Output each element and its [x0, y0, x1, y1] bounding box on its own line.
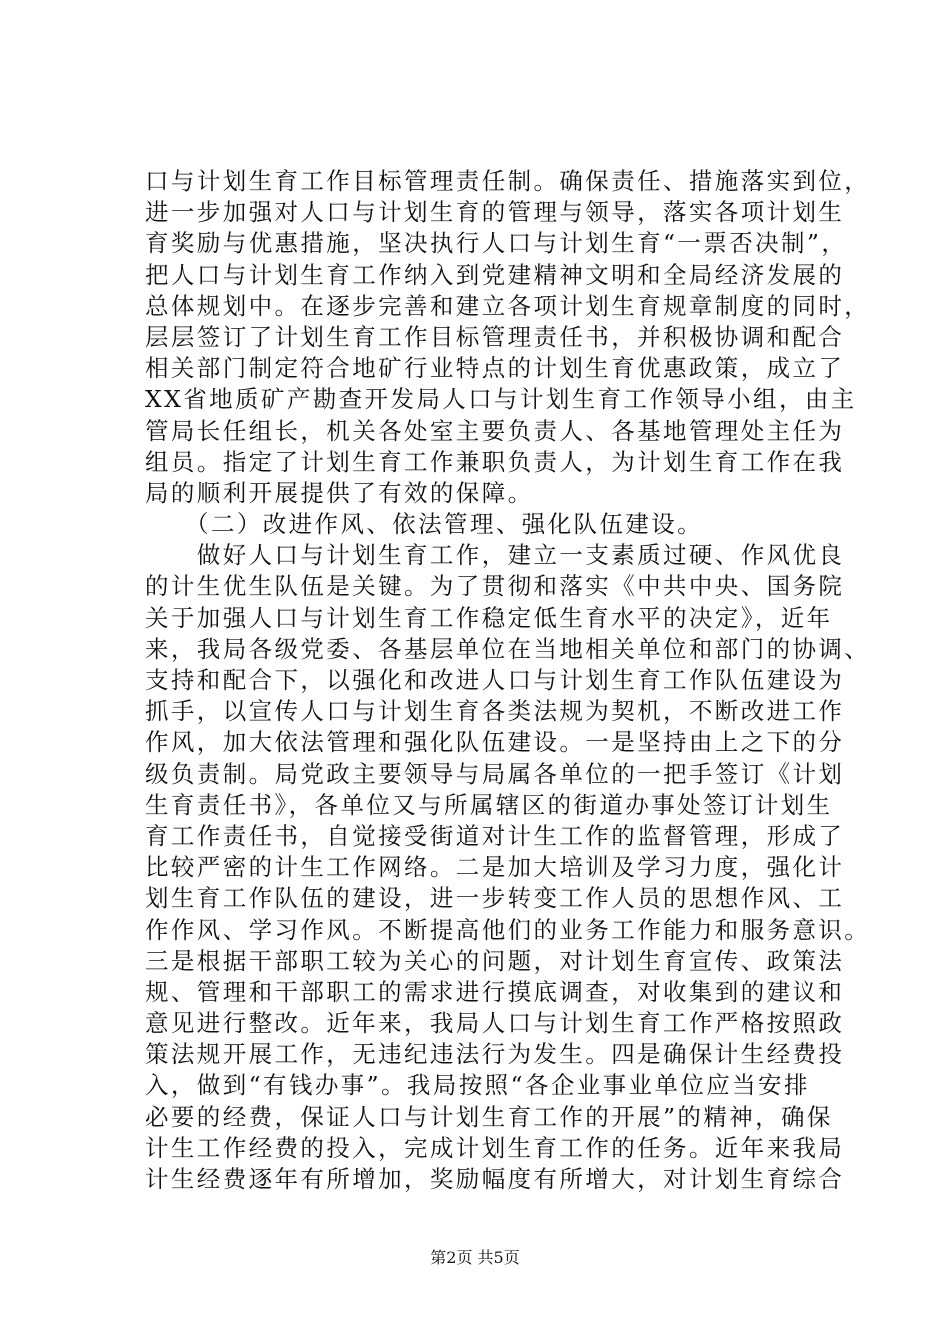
- text-line: 育工作责任书，自觉接受街道对计生工作的监督管理，形成了: [145, 821, 845, 850]
- text-line: 把人口与计划生育工作纳入到党建精神文明和全局经济发展的: [145, 260, 845, 289]
- text-line: 比较严密的计生工作网络。二是加大培训及学习力度，强化计: [145, 853, 845, 882]
- text-line: 局的顺利开展提供了有效的保障。: [145, 478, 534, 507]
- text-line: 关于加强人口与计划生育工作稳定低生育水平的决定》，近年: [145, 603, 833, 632]
- text-line: 总体规划中。在逐步完善和建立各项计划生育规章制度的同时，: [145, 291, 871, 320]
- text-line: 划生育工作队伍的建设，进一步转变工作人员的思想作风、工: [145, 884, 845, 913]
- text-line: 计生工作经费的投入，完成计划生育工作的任务。近年来我局: [145, 1133, 845, 1162]
- text-line: 三是根据干部职工较为关心的问题，对计划生育宣传、政策法: [145, 946, 845, 975]
- page-number-footer: 第2页 共5页: [430, 1248, 520, 1267]
- text-line: 入，做到“有钱办事”。我局按照“各企业事业单位应当安排: [145, 1071, 810, 1100]
- text-line: 的计生优生队伍是关键。为了贯彻和落实《中共中央、国务院: [145, 572, 845, 601]
- text-line: 管局长任组长，机关各处室主要负责人、各基地管理处主任为: [145, 416, 845, 445]
- text-line: 作作风、学习作风。不断提高他们的业务工作能力和服务意识。: [145, 915, 871, 944]
- text-line: 策法规开展工作，无违纪违法行为发生。四是确保计生经费投: [145, 1040, 845, 1069]
- text-line: 计生经费逐年有所增加，奖励幅度有所增大，对计划生育综合: [145, 1165, 845, 1193]
- text-line: 抓手，以宣传人口与计划生育各类法规为契机，不断改进工作: [145, 697, 845, 726]
- body-text: [145, 166, 871, 1195]
- text-line: 规、管理和干部职工的需求进行摸底调查，对收集到的建议和: [145, 977, 845, 1006]
- text-line: 做好人口与计划生育工作，建立一支素质过硬、作风优良: [145, 541, 845, 570]
- text-line: 口与计划生育工作目标管理责任制。确保责任、措施落实到位，: [145, 167, 871, 195]
- text-line: 进一步加强对人口与计划生育的管理与领导，落实各项计划生: [145, 198, 845, 227]
- text-line: 必要的经费，保证人口与计划生育工作的开展”的精神，确保: [145, 1102, 833, 1131]
- text-line: 育奖励与优惠措施，坚决执行人口与计划生育“一票否决制”，: [145, 229, 848, 258]
- text-line: 组员。指定了计划生育工作兼职负责人，为计划生育工作在我: [145, 447, 845, 476]
- text-line: 支持和配合下，以强化和改进人口与计划生育工作队伍建设为: [145, 666, 845, 694]
- text-line: 来，我局各级党委、各基层单位在当地相关单位和部门的协调、: [145, 634, 871, 663]
- text-line: 相关部门制定符合地矿行业特点的计划生育优惠政策，成立了: [145, 354, 845, 383]
- text-line: 作风，加大依法管理和强化队伍建设。一是坚持由上之下的分: [145, 728, 845, 757]
- text-line: 级负责制。局党政主要领导与局属各单位的一把手签订《计划: [145, 759, 845, 788]
- text-line: 意见进行整改。近年来，我局人口与计划生育工作严格按照政: [145, 1009, 845, 1038]
- text-line: XX省地质矿产勘查开发局人口与计划生育工作领导小组，由主: [145, 385, 857, 414]
- section-heading: （二）改进作风、依法管理、强化队伍建设。: [145, 510, 704, 539]
- text-line: 层层签订了计划生育工作目标管理责任书，并积极协调和配合: [145, 322, 845, 351]
- text-line: 生育责任书》，各单位又与所属辖区的街道办事处签订计划生: [145, 790, 833, 819]
